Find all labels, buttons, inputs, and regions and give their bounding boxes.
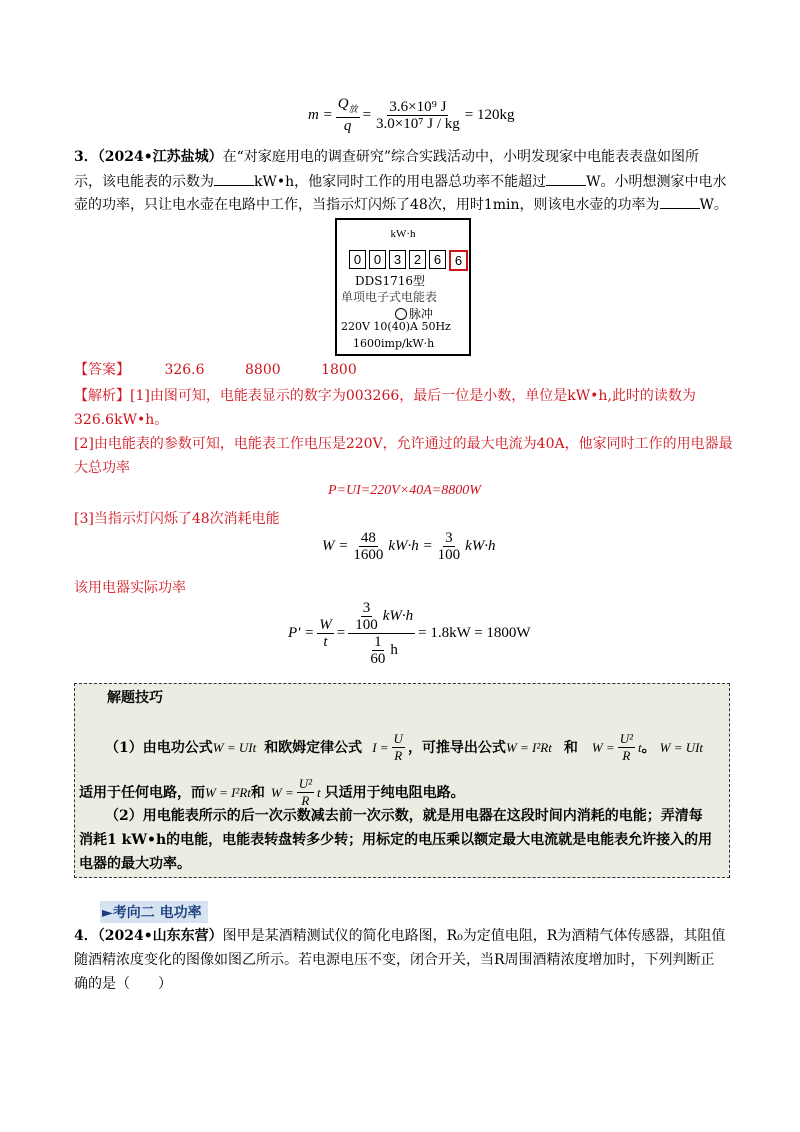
- meter-digit: 0: [349, 250, 366, 269]
- compound-den-d: 60: [370, 651, 386, 667]
- formula-w-uit: W = UIt: [212, 739, 257, 755]
- q3-number: 3．（2024•江苏盐城）: [74, 149, 223, 165]
- tips-title: 解题技巧: [107, 690, 163, 706]
- power-num: W: [319, 617, 332, 633]
- compound-num-n: 3: [362, 600, 371, 616]
- u2-den: R: [301, 793, 310, 808]
- q3-text2b: kW•h，他家同时工作的用电器总功率不能超过: [254, 174, 547, 190]
- q4-line1: [74, 925, 725, 947]
- meter-decimal-digit: 6: [449, 250, 468, 271]
- pulse-label: 脉冲: [409, 307, 434, 321]
- tips-line5: 电器的最大功率。: [79, 856, 191, 872]
- meter-constant: 1600imp/kW·h: [353, 337, 435, 350]
- tips-text: 和欧姆定律公式: [264, 739, 363, 756]
- power-eq: =: [336, 625, 346, 641]
- q3-text2c: W。小明想测家中电水: [586, 174, 727, 190]
- q4-number: 4．（2024•山东东营）: [74, 928, 223, 944]
- pulse-led-icon: [395, 308, 407, 320]
- q-symbol: Q: [337, 96, 349, 112]
- analysis-line1: [74, 385, 696, 407]
- electric-meter-figure: [335, 218, 471, 356]
- actual-power-formula: [288, 600, 531, 667]
- meter-name: 单项电子式电能表: [341, 290, 438, 304]
- ohm-num: U: [393, 731, 403, 746]
- tips-text: 和: [563, 739, 578, 756]
- answer-value: 326.6: [164, 362, 205, 378]
- compound-den-unit: h: [390, 642, 398, 658]
- energy-unit: kW·h: [465, 538, 496, 554]
- formula-w-i2rt: W = I²Rt: [205, 784, 251, 800]
- meter-model: DDS1716型: [355, 274, 426, 288]
- analysis-line4: 大总功率: [74, 460, 130, 476]
- power-den: t: [323, 634, 328, 650]
- analysis-line3: [2]由电能表的参数可知，电能表工作电压是220V，允许通过的最大电流为40A，他家同时工作的用电器最: [74, 436, 733, 452]
- energy-lhs: W =: [322, 538, 349, 554]
- q3-text2a: 示，该电能表的示数为: [74, 174, 214, 190]
- meter-digit: 3: [389, 250, 406, 269]
- tips-line2: 适用于任何电路，而 W = I²Rt 和 W = $\frac{\text{U²}}{R}$ t 只适用于纯电阻电路。: [79, 776, 465, 808]
- u2-den: R: [622, 748, 631, 763]
- compound-num-unit: kW·h: [382, 608, 414, 624]
- tips-line3: （2）用电能表所示的后一次示数减去前一次示数，就是用电器在这段时间内消耗的电能；弄清每: [105, 808, 703, 824]
- analysis-line6: 该用电器实际功率: [74, 580, 186, 596]
- ohm-den: R: [394, 748, 403, 763]
- q3-text3a: 壶的功率，只让电水壶在电路中工作，当指示灯闪烁了48次，用时1min，则该电水壶的功率为: [74, 197, 660, 213]
- mass-formula: m = $\frac{Q_放}{q}$ = $\frac{\text{3.6×10⁹ J}}{\text{3.0×10⁷ J / kg}}$ = 120kg: [308, 96, 515, 134]
- section-heading: ►考向二 电功率: [100, 901, 208, 923]
- blank-3[interactable]: [660, 194, 700, 209]
- energy-num1: 48: [360, 530, 376, 546]
- answer-value: 1800: [321, 362, 357, 378]
- blank-2[interactable]: [546, 171, 586, 186]
- formula-w-uit: W = UIt: [659, 739, 704, 755]
- meter-digit: 2: [409, 250, 426, 269]
- power-formula: P=UI=220V×40A=8800W: [328, 483, 481, 498]
- u2-num: U²: [298, 776, 313, 791]
- q-denominator: q: [343, 118, 352, 134]
- compound-num-d: 100: [355, 617, 378, 633]
- formula-denominator: 3.0×10⁷ J / kg: [376, 115, 460, 132]
- analysis-text: [1]由图可知，电能表显示的数字为003266，最后一位是小数，单位是kW•h,此时的读数为: [130, 388, 696, 404]
- q3-text3b: W。: [699, 197, 728, 213]
- formula-lhs: m =: [308, 106, 333, 123]
- meter-rating: 220V 10(40)A 50Hz: [341, 320, 451, 333]
- q4-line2: 随酒精浓度变化的图像如图乙所示。若电源电压不变，闭合开关，当R周围酒精浓度增加时，下列判断正: [74, 952, 715, 968]
- analysis-line5: [3]当指示灯闪烁了48次消耗电能: [74, 511, 280, 527]
- q-subscript: 放: [348, 104, 358, 114]
- meter-digits: [349, 250, 468, 271]
- compound-fraction: [348, 600, 415, 667]
- power-lhs: P' =: [288, 625, 315, 641]
- energy-num2: 3: [445, 530, 453, 546]
- tips-line1: （1）由电功公式 W = UIt 和欧姆定律公式 I = $\frac{U}{R}$ ，可推导出公式 W = I²Rt 和 W = $\frac{\text{U²}}{R}$ t 。 W = UIt: [105, 731, 704, 763]
- blank-1[interactable]: [214, 171, 254, 186]
- q4-text1: 图甲是某酒精测试仪的简化电路图，R₀为定值电阻，R为酒精气体传感器，其阻值: [222, 928, 726, 944]
- energy-mid: kW·h =: [388, 538, 433, 554]
- tips-text: ，可推导出公式: [407, 739, 506, 756]
- tips-text: （1）由电功公式: [105, 739, 213, 756]
- formula-result: = 120kg: [464, 106, 515, 123]
- energy-den1: 1600: [353, 547, 384, 563]
- meter-digit: 0: [369, 250, 386, 269]
- answer-line: [74, 359, 357, 381]
- tips-text: 只适用于纯电阻电路。: [324, 784, 465, 801]
- tips-text: 。: [641, 739, 656, 756]
- energy-den2: 100: [437, 547, 461, 563]
- energy-formula: [322, 530, 496, 563]
- u2-num: U²: [619, 731, 633, 746]
- tips-text: 适用于任何电路，而: [79, 784, 205, 801]
- q3-line2: [74, 171, 727, 193]
- tips-text: 和: [250, 784, 265, 801]
- meter-unit: kW·h: [390, 228, 416, 240]
- tips-box: [74, 683, 730, 878]
- answer-value: 8800: [245, 362, 281, 378]
- power-result: = 1.8kW = 1800W: [418, 625, 531, 641]
- q3-line3: [74, 194, 728, 216]
- formula-numerator: 3.6×10⁹ J: [389, 98, 447, 115]
- answer-label: 【答案】: [74, 362, 130, 378]
- analysis-label: 【解析】: [74, 388, 130, 404]
- compound-den-n: 1: [374, 634, 382, 650]
- analysis-line2: 326.6kW•h。: [74, 412, 169, 428]
- meter-digit: 6: [429, 250, 446, 269]
- q4-line3: 确的是（ ）: [74, 976, 172, 992]
- formula-w-i2rt: W = I²Rt: [505, 739, 552, 755]
- q3-text1: 在“对家庭用电的调查研究”综合实践活动中，小明发现家中电能表表盘如图所: [222, 149, 699, 165]
- tips-line4: 消耗1 kW•h的电能，电能表转盘转多少转；用标定的电压乘以额定最大电流就是电能表允许接入的用: [79, 832, 713, 848]
- q3-line1: [74, 146, 699, 168]
